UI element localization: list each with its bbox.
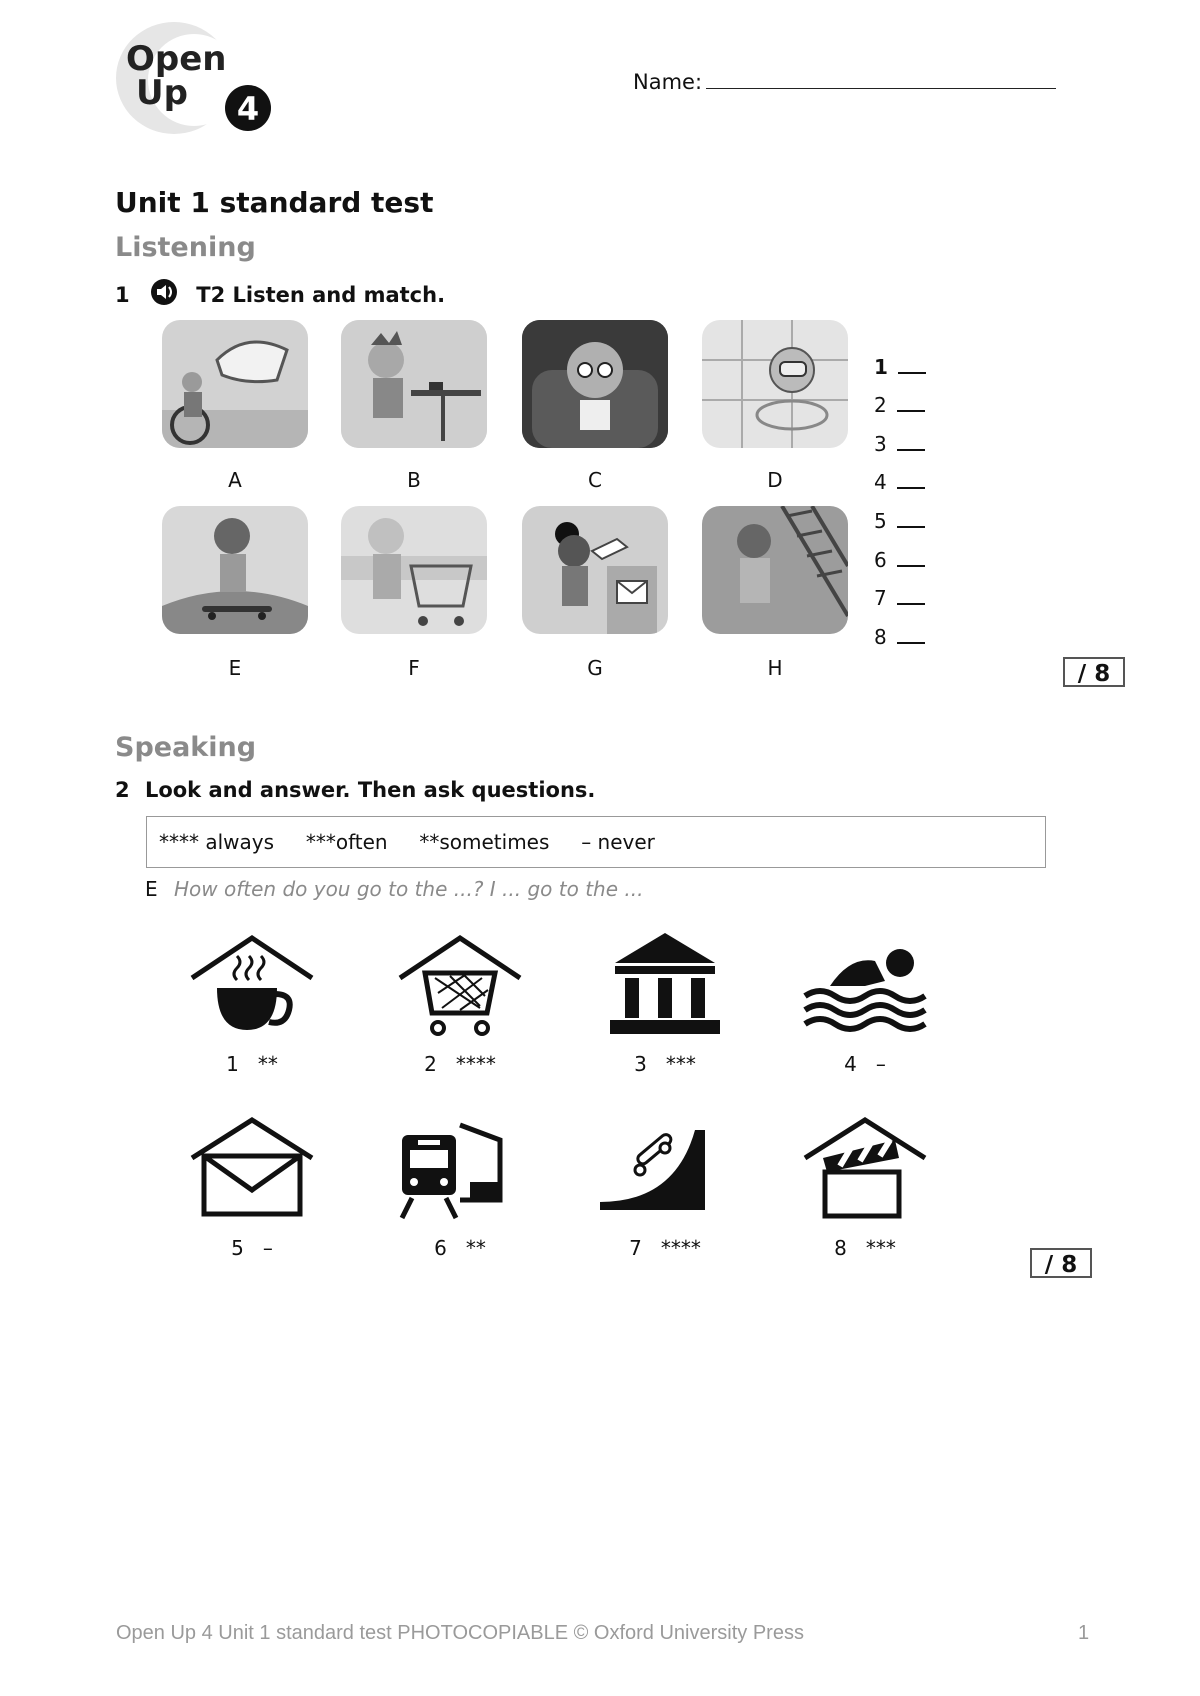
picture-g [522, 506, 668, 634]
supermarket-icon [390, 928, 530, 1038]
listening-score-box[interactable]: / 8 [1063, 657, 1125, 687]
answer-line[interactable] [874, 586, 934, 610]
answer-blank[interactable] [897, 551, 925, 567]
exercise-2-number: 2 [115, 778, 130, 802]
listening-heading: Listening [115, 232, 256, 263]
picture-label: F [408, 656, 420, 680]
answer-blank[interactable] [897, 473, 925, 489]
answer-line[interactable] [874, 509, 934, 533]
picture-e [162, 506, 308, 634]
speaking-score-box[interactable]: / 8 [1030, 1248, 1092, 1278]
page-number: 1 [1078, 1622, 1090, 1644]
picture-label: H [767, 656, 783, 680]
logo-line2: Up [136, 73, 188, 113]
answer-line[interactable] [874, 432, 934, 456]
answer-number: 4 [874, 470, 887, 494]
item-label: 2 **** [424, 1052, 496, 1076]
page-title: Unit 1 standard test [115, 186, 434, 219]
instruction-text: Listen and match. [232, 283, 446, 307]
name-field[interactable] [633, 68, 1056, 94]
item-label: 3 *** [634, 1052, 696, 1076]
open-up-logo [112, 20, 282, 140]
exercise-2-instruction [115, 778, 595, 802]
picture-d [702, 320, 848, 448]
picture-label: G [587, 656, 603, 680]
picture-label: A [228, 468, 242, 492]
answer-blank[interactable] [898, 358, 926, 374]
answer-number: 5 [874, 509, 887, 533]
answer-line[interactable] [874, 470, 934, 494]
answer-blank[interactable] [897, 396, 925, 412]
item-label: 7 **** [629, 1236, 701, 1260]
cafe-icon [182, 928, 322, 1038]
picture-c [522, 320, 668, 448]
audio-icon[interactable] [149, 278, 179, 311]
picture-f [341, 506, 487, 634]
skate-park-icon [595, 1110, 735, 1220]
picture-label: D [767, 468, 783, 492]
answer-number: 1 [874, 355, 888, 379]
logo-number: 4 [236, 90, 260, 128]
answer-number: 2 [874, 393, 887, 417]
exercise-1-instruction [115, 278, 445, 311]
answer-blank[interactable] [897, 628, 925, 644]
answer-number: 7 [874, 586, 887, 610]
name-label: Name: [633, 70, 703, 94]
train-station-icon [390, 1110, 530, 1220]
item-label: 4 – [844, 1052, 886, 1076]
museum-icon [595, 928, 735, 1038]
swimming-pool-icon [795, 928, 935, 1038]
item-label: 1 ** [226, 1052, 278, 1076]
answer-number: 8 [874, 625, 887, 649]
picture-label: B [407, 468, 421, 492]
answer-blank[interactable] [897, 512, 925, 528]
example-text: How often do you go to the ...? I ... go to the ... [174, 877, 644, 901]
picture-h [702, 506, 848, 634]
answer-line[interactable] [874, 393, 934, 417]
answer-line[interactable] [874, 625, 934, 649]
item-label: 5 – [231, 1236, 273, 1260]
track-label: T2 [196, 283, 226, 307]
picture-b [341, 320, 487, 448]
answer-number: 3 [874, 432, 887, 456]
item-label: 8 *** [834, 1236, 896, 1260]
post-office-icon [182, 1110, 322, 1220]
cinema-icon [795, 1110, 935, 1220]
picture-a [162, 320, 308, 448]
instruction-text: Look and answer. Then ask questions. [144, 778, 596, 802]
example-letter: E [145, 877, 158, 901]
speaking-heading: Speaking [115, 732, 257, 763]
answer-blank[interactable] [897, 589, 925, 605]
answer-blank[interactable] [897, 435, 925, 451]
exercise-1-number: 1 [115, 283, 130, 307]
picture-label: C [588, 468, 602, 492]
frequency-key-box: **** always ***often **sometimes – never [146, 816, 1046, 868]
logo-line1: Open [126, 39, 227, 79]
footer-text: Open Up 4 Unit 1 standard test PHOTOCOPIABLE © Oxford University Press [116, 1622, 804, 1644]
answer-line[interactable] [874, 355, 934, 379]
picture-label: E [228, 656, 242, 680]
name-line[interactable] [706, 68, 1056, 89]
item-label: 6 ** [434, 1236, 486, 1260]
example-line [145, 877, 643, 901]
answer-number: 6 [874, 548, 887, 572]
answer-line[interactable] [874, 548, 934, 572]
